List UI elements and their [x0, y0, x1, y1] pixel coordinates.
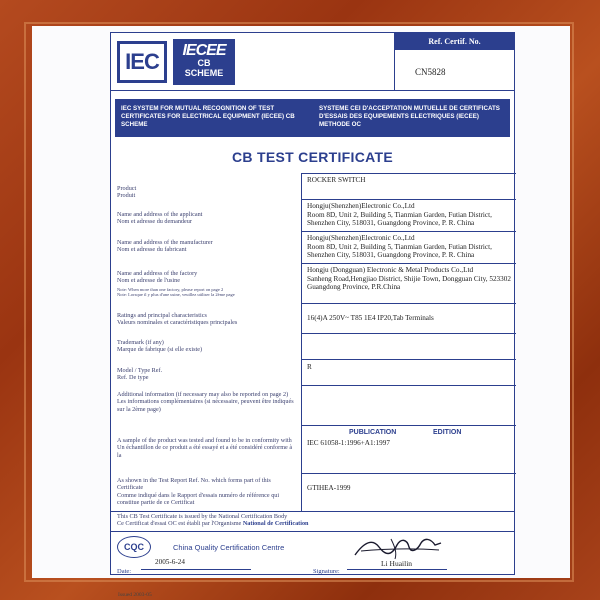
issuing-statement-english: This CB Test Certificate is issued by the National Certification Body: [117, 513, 288, 520]
row-divider: [301, 173, 516, 174]
row-divider: [301, 199, 516, 200]
row-divider: [301, 231, 516, 232]
reference-number: CN5828: [415, 67, 446, 77]
manufacturer-value: Hongju(Shenzhen)Electronic Co.,Ltd Room 8D, Unit 2, Building 5, Tianmian Garden, Futian District, Shenzhen City, 518031, Guangdong Province, P. R. China: [307, 234, 492, 260]
certificate-paper: [32, 26, 570, 598]
issuing-statement-french-text: Ce Certificat d'essai OC est établi par l'Organisme: [117, 520, 243, 528]
model-value: R: [307, 363, 312, 371]
scheme-banner-french: SYSTEME CEI D'ACCEPTATION MUTUELLE DE CERTIFICATS D'ESSAIS DES EQUIPEMENTS ELECTRIQUES (IECEE) METHODE OC: [319, 105, 500, 128]
model-label: Model / Type Ref. Ref. De type: [117, 367, 163, 382]
certificate-title: CB TEST CERTIFICATE: [232, 149, 393, 165]
row-divider: [301, 385, 516, 386]
sample-conformity-label: A sample of the product was tested and found to be in conformity with Un échantillon de ce produit a été essayé et a été considéré conforme à la: [117, 437, 293, 459]
handwritten-signature: [351, 533, 446, 561]
additional-info-label: Additional information (if necessary may also be reported on page 2) Les informations complémentaires (si nécessaire, peuvent être indiqués sur la 2ème page): [117, 391, 294, 413]
section-divider: [111, 511, 514, 512]
issuing-statement: [117, 513, 512, 528]
factory-value: Hongju (Dongguan) Electronic & Metal Products Co.,Ltd Sanheng Road,Hengjiao District, Shijie Town, Dongguan City, 523302 Guangdong Province, P.R.China: [307, 266, 511, 292]
iecee-logo-text: IECEE: [182, 42, 226, 59]
issue-date-value: 2005-6-24: [155, 558, 185, 566]
iec-logo: IEC: [117, 41, 167, 83]
scheme-logo-text: SCHEME: [184, 68, 224, 78]
date-line: [141, 569, 251, 570]
issuing-statement-french: [117, 520, 512, 527]
row-divider: [301, 425, 516, 426]
factory-note: Note: When more than one factory, please report on page 2 Note: Lorsque il y plus d'une usine, veuillez utiliser la 2ème page: [117, 287, 235, 297]
ratings-value: 16(4)A 250V~ T85 1E4 IP20,Tab Terminals: [307, 314, 434, 322]
certificate-header: [111, 33, 514, 91]
row-divider: [301, 333, 516, 334]
certificate-document: [110, 32, 515, 575]
test-report-label: As shown in the Test Report Ref. No. which forms part of this Certificate Comme indiqué dans le Rapport d'essais numéro de référence qui constitue partie de ce Certificat: [117, 477, 280, 507]
trademark-label: Trademark (if any) Marque de fabrique (si elle existe): [117, 339, 203, 354]
row-divider: [301, 263, 516, 264]
row-divider: [301, 473, 516, 474]
iecee-cb-scheme-logo: [173, 39, 235, 85]
cb-logo-text: CB: [197, 58, 211, 68]
reference-label: Ref. Certif. No.: [395, 33, 514, 50]
product-value: ROCKER SWITCH: [307, 176, 366, 184]
factory-label: Name and address of the factory Nom et adresse de l'usine: [117, 270, 198, 285]
publication-value: IEC 61058-1:1996+A1:1997: [307, 439, 390, 447]
applicant-value: Hongju(Shenzhen)Electronic Co.,Ltd Room 8D, Unit 2, Building 5, Tianmian Garden, Futian District, Shenzhen City, 518031, Guangdong Province, P. R. China: [307, 202, 492, 228]
edition-header: EDITION: [433, 429, 462, 436]
row-divider: [301, 359, 516, 360]
test-report-value: GTIHEA-1999: [307, 484, 351, 492]
scheme-banner-english: IEC SYSTEM FOR MUTUAL RECOGNITION OF TEST CERTIFICATES FOR ELECTRICAL EQUIPMENT (IECEE) CB SCHEME: [121, 105, 295, 128]
signatory-name: Li Huailin: [381, 559, 413, 568]
row-divider: [301, 303, 516, 304]
column-divider: [301, 173, 302, 511]
applicant-label: Name and address of the applicant Nom et adresse du demandeur: [117, 211, 203, 226]
manufacturer-label: Name and address of the manufacturer Nom et adresse du fabricant: [117, 239, 213, 254]
product-label: Product Produit: [117, 185, 137, 200]
ratings-label: Ratings and principal characteristics Valeurs nominales et caractéristiques principales: [117, 312, 238, 327]
form-issued-date: Issued 2003-05: [118, 592, 152, 598]
scheme-banner: [115, 99, 510, 137]
publication-header: PUBLICATION: [349, 429, 397, 436]
issuing-statement-french-bold: National de Certification: [242, 520, 309, 528]
reference-box: [394, 33, 514, 90]
cqc-logo: CQC: [117, 536, 151, 558]
signature-line: [347, 569, 447, 570]
issue-date-label: Date:: [117, 568, 132, 575]
signature-label: Signature:: [313, 568, 340, 575]
section-divider: [111, 531, 514, 532]
certification-body-name: China Quality Certification Centre: [173, 543, 285, 552]
